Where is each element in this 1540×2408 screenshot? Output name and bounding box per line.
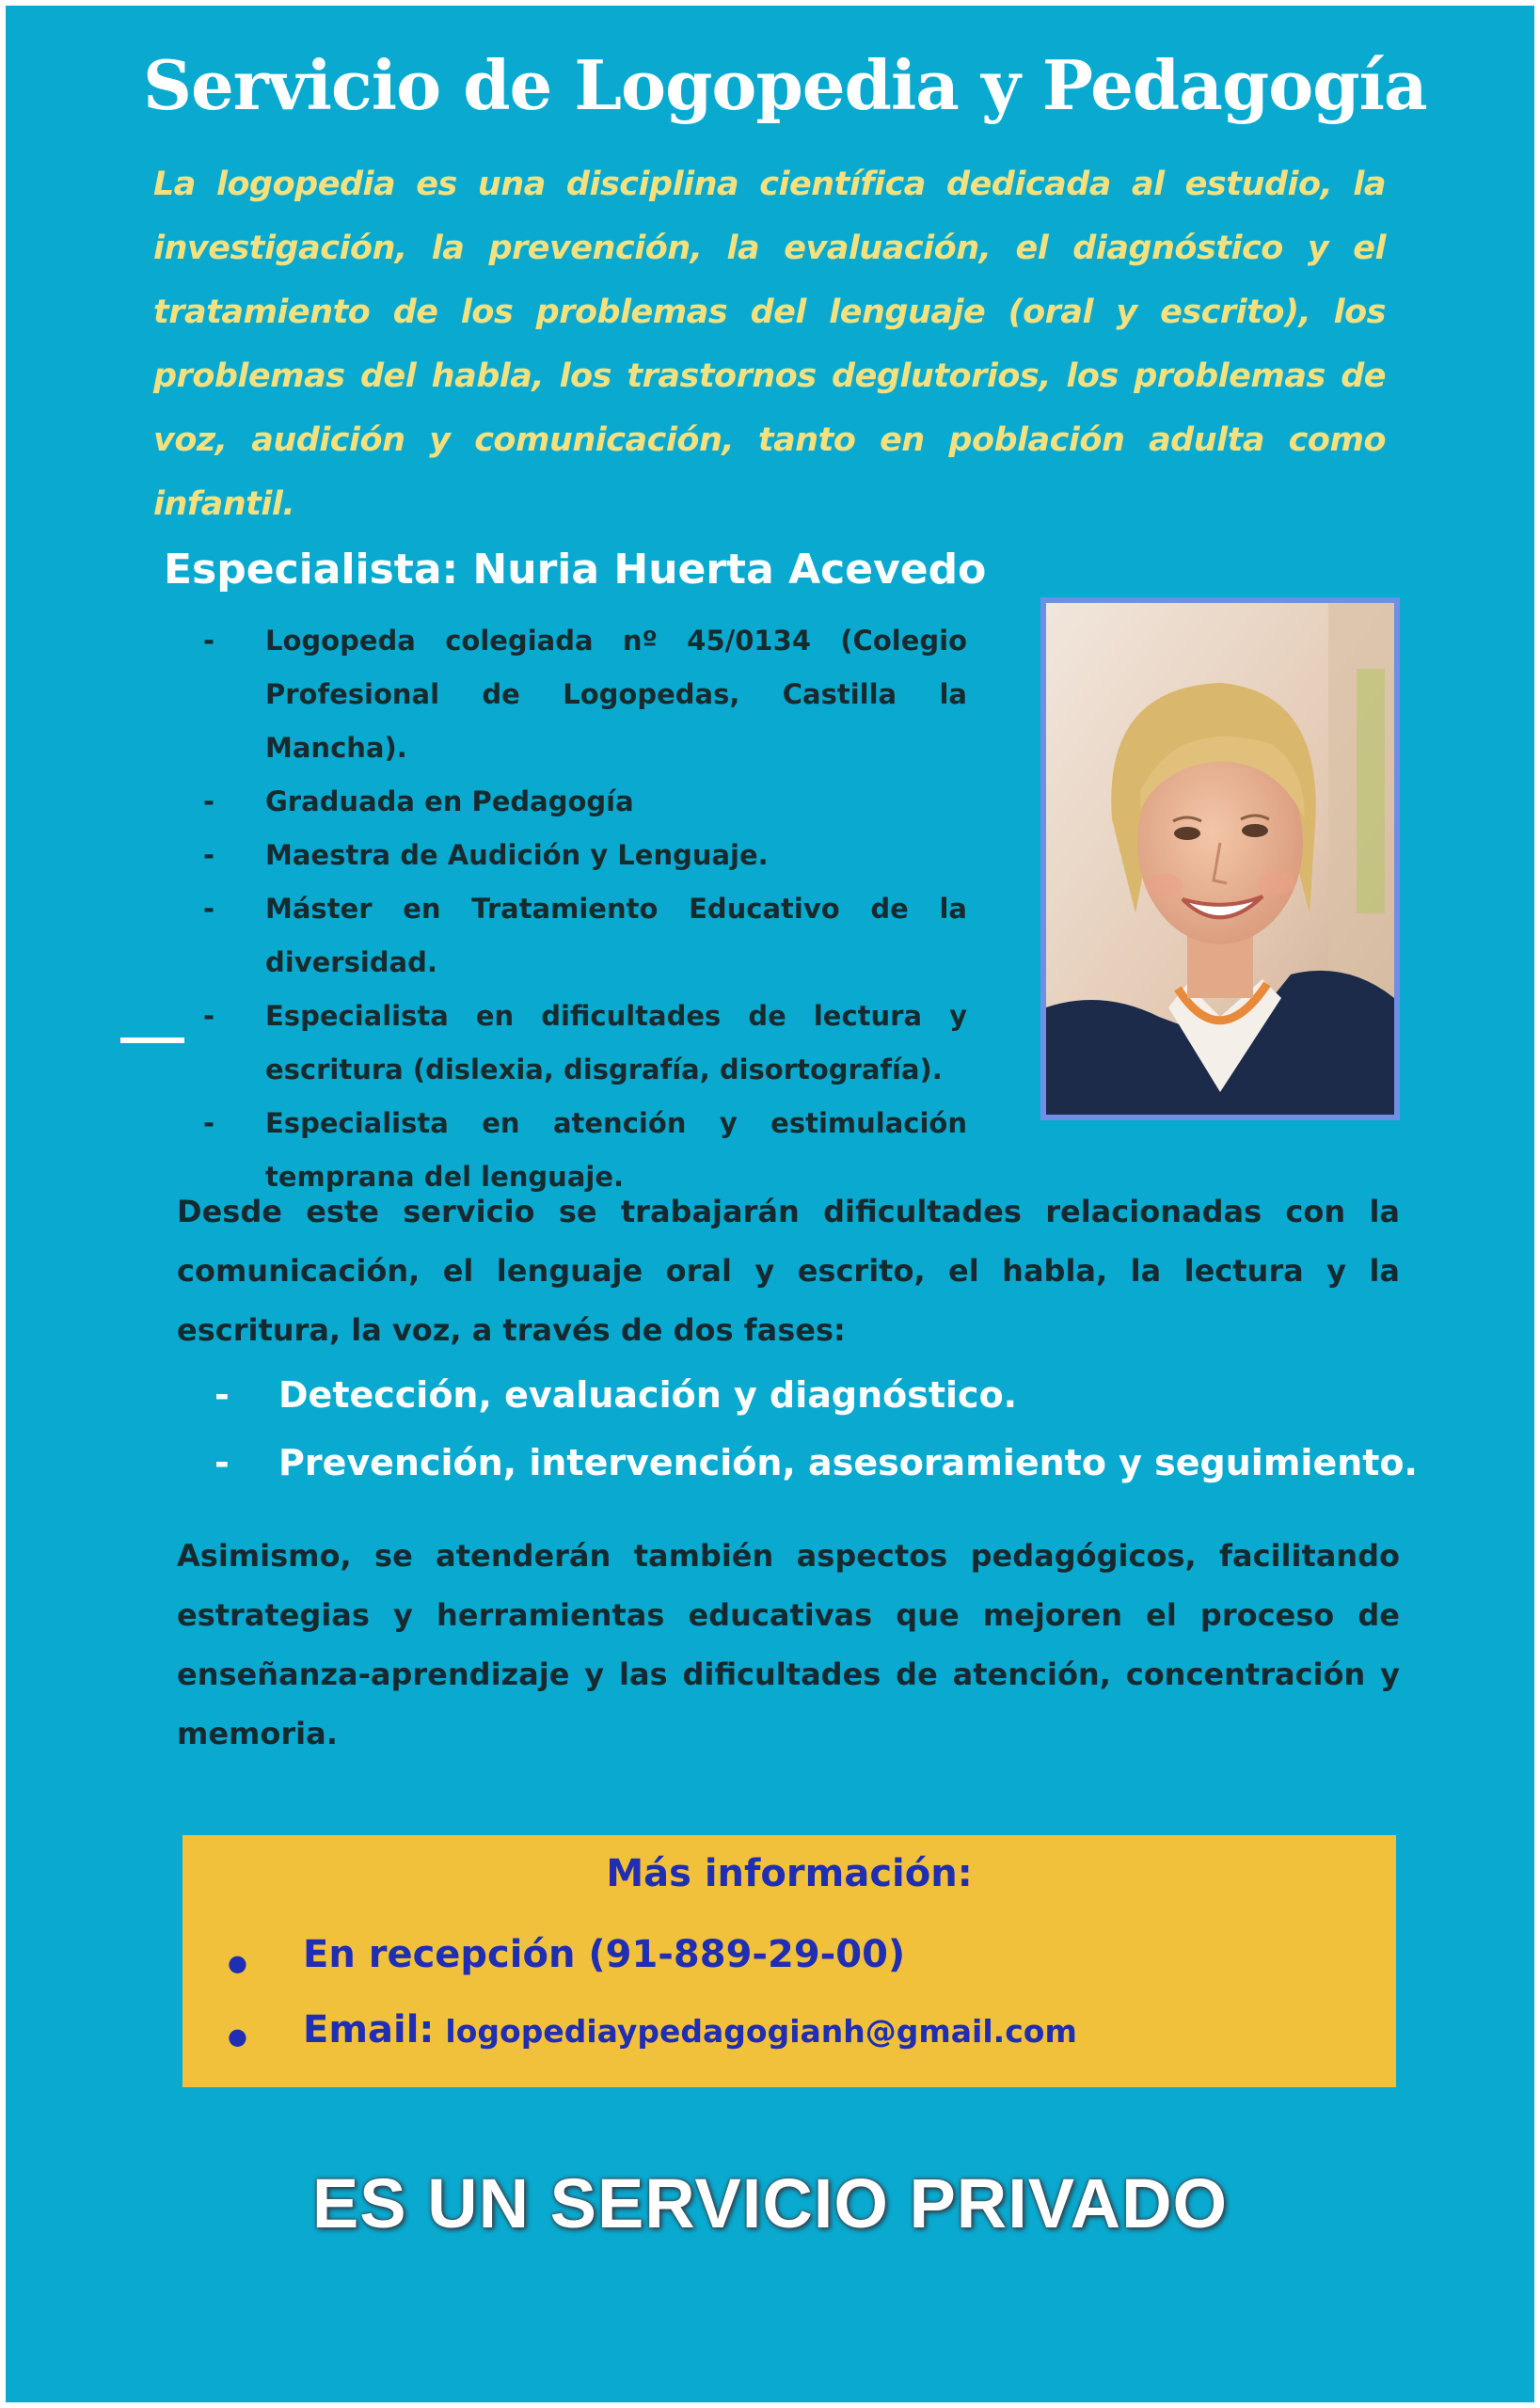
- footer-banner: ES UN SERVICIO PRIVADO: [311, 2164, 1229, 2242]
- dash-marker: -: [203, 839, 215, 871]
- credential-text: Graduada en Pedagogía: [265, 785, 634, 817]
- decorative-dash: [120, 1038, 184, 1043]
- flyer-page: [6, 6, 1534, 2402]
- credential-item: [192, 990, 967, 1097]
- phase-item: [207, 1429, 1430, 1497]
- phase-text: Prevención, intervención, asesoramiento y seguimiento.: [278, 1442, 1418, 1483]
- page-title: Servicio de Logopedia y Pedagogía: [143, 45, 1427, 125]
- dash-marker: -: [203, 785, 215, 817]
- service-paragraph: Desde este servicio se trabajarán dificultades relacionadas con la comunicación, el lenguaje oral y escrito, el habla, la lectura y la escritura, la voz, a través de dos fases:: [177, 1194, 1400, 1348]
- credential-text: Especialista en dificultades de lectura y escritura (dislexia, disgrafía, disortografía).: [265, 1000, 967, 1085]
- credential-text: Especialista en atención y estimulación temprana del lenguaje.: [265, 1107, 967, 1193]
- credential-item: [192, 775, 967, 829]
- credential-item: [192, 614, 967, 775]
- info-phone-item: [183, 1933, 1396, 1989]
- specialist-photo: [1040, 597, 1400, 1120]
- pedagogy-paragraph: Asimismo, se atenderán también aspectos pedagógicos, facilitando estrategias y herramientas educativas que mejoren el proceso de enseñanza-aprendizaje y las dificultades de atención, concentración y memoria.: [177, 1538, 1400, 1751]
- credential-text: Maestra de Audición y Lenguaje.: [265, 839, 769, 871]
- bullet-icon: ●: [228, 2023, 247, 2050]
- info-box: [183, 1835, 1396, 2087]
- credential-text: Logopeda colegiada nº 45/0134 (Colegio Profesional de Logopedas, Castilla la Mancha).: [265, 625, 967, 764]
- dash-marker: -: [203, 625, 215, 657]
- info-title: Más información:: [606, 1852, 973, 1895]
- credentials-list: [192, 614, 967, 1204]
- dash-marker: -: [214, 1442, 230, 1483]
- dash-marker: -: [203, 1000, 215, 1032]
- info-email-item: [183, 2008, 1396, 2061]
- phases-list: [207, 1361, 1430, 1497]
- bullet-icon: ●: [228, 1950, 247, 1976]
- credential-item: [192, 829, 967, 882]
- email-label: Email:: [303, 2008, 435, 2052]
- intro-paragraph: La logopedia es una disciplina científica dedicada al estudio, la investigación, la prevención, la evaluación, el diagnóstico y el tratamiento de los problemas del lenguaje (oral y escrito), los problemas del habla, los trastornos deglutorios, los problemas de voz, audición y comunicación, tanto en población adulta como infantil.: [153, 166, 1386, 523]
- credential-text: Máster en Tratamiento Educativo de la diversidad.: [265, 893, 967, 978]
- dash-marker: -: [203, 893, 215, 925]
- credential-item: [192, 882, 967, 990]
- phone-text: En recepción (91-889-29-00): [303, 1933, 906, 1976]
- phase-text: Detección, evaluación y diagnóstico.: [278, 1374, 1018, 1416]
- specialist-heading: Especialista: Nuria Huerta Acevedo: [164, 546, 987, 594]
- email-link[interactable]: logopediaypedagogianh@gmail.com: [445, 2013, 1077, 2050]
- dash-marker: -: [203, 1107, 215, 1139]
- portrait-image: [1046, 603, 1394, 1115]
- phase-item: [207, 1361, 1430, 1429]
- dash-marker: -: [214, 1374, 230, 1416]
